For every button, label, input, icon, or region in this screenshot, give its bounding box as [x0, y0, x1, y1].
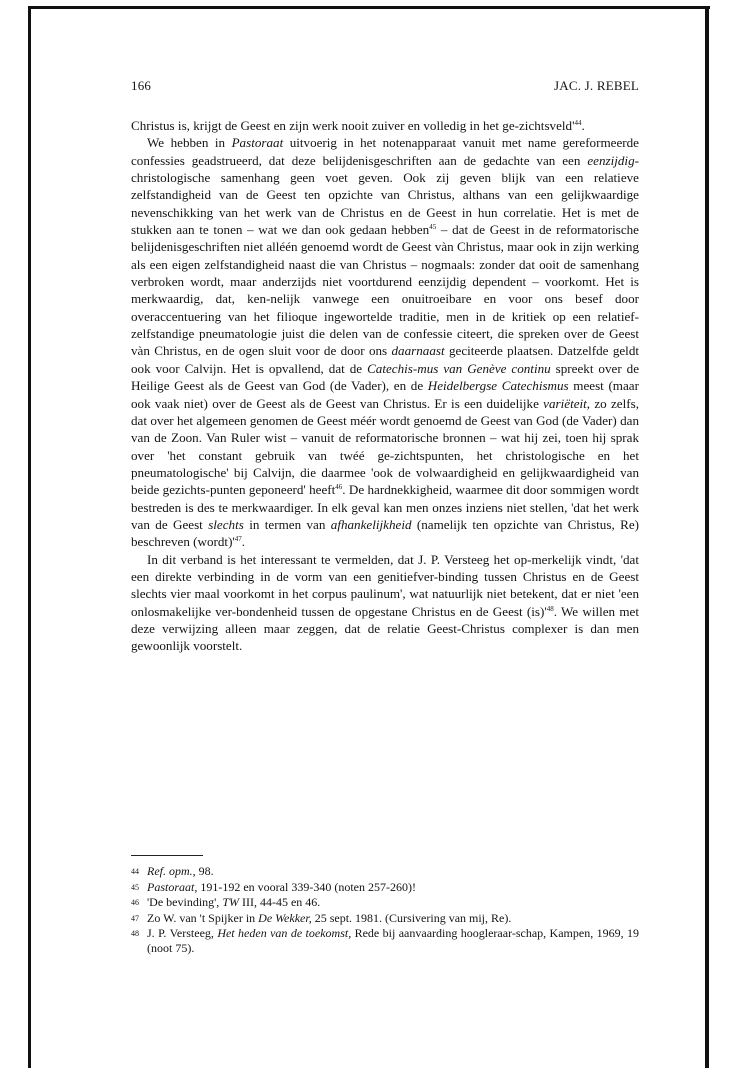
- scan-border-left: [28, 6, 31, 1068]
- page-number: 166: [131, 78, 152, 93]
- footnotes: [131, 864, 639, 956]
- footnote-text: [147, 864, 639, 880]
- italic-text: slechts: [208, 516, 244, 532]
- body-text: [131, 117, 639, 655]
- italic-text: Catechis-mus van Genève continu: [367, 360, 551, 376]
- italic-text: TW: [222, 895, 239, 910]
- footnote: [131, 926, 639, 955]
- text-run: -christologische samenhang geen voet geven. Ook zij geven blijk van een relatieve zelfstandigheid van de Geest ten opzichte van Christus, althans van een gelijkwaardige nevenschikking van het werk van de Christus en de Geest in hun correlatie. Het is met de stukken aan te tonen – wat we dan ook gedaan hebben: [131, 152, 639, 238]
- footnote-number: 45: [131, 882, 139, 892]
- text-run: .: [241, 534, 246, 550]
- footnote-text: [147, 895, 639, 911]
- italic-text: daarnaast: [391, 343, 445, 359]
- text-run: – dat de Geest in de reformatorische belijdenisgeschriften niet alléén genoemd wordt de Geest vàn Christus, maar ook in zijn werking als een eigen zelfstandigheid naast die van Christus – nogmaals: zonder dat ooit de samenhang verbroken wordt, maar anderzijds niet voortdurend eenzijdig dependent – voorkomt. Het is merkwaardig, dat, ken-nelijk vanwege een onuitroeibare en voor ons besef door overaccentuering van het filioque ingewortelde traditie, men in de kritiek op een relatief-zelfstandige pneumatologie juist die delen van de confessie citeert, die spreken over de Geest vàn Christus, en de ogen sluit voor de door ons: [131, 222, 639, 359]
- text-run: Christus is, krijgt de Geest en zijn werk nooit zuiver en volledig in het ge-zichtsveld': [131, 118, 575, 133]
- italic-text: afhankelijkheid: [330, 516, 412, 532]
- footnote-number: 46: [131, 898, 139, 908]
- paragraph: [131, 134, 639, 550]
- footnote-rule: [131, 855, 203, 856]
- text-run: J. P. Versteeg,: [147, 926, 218, 941]
- italic-text: Pastoraat: [231, 135, 284, 151]
- italic-text: eenzijdig: [587, 152, 635, 168]
- text-run: Rede bij aanvaarding hoogleraar-schap, Kampen, 1969, 19 (noot 75).: [147, 926, 639, 955]
- footnote-text: [147, 911, 639, 927]
- running-head: JAC. J. REBEL: [554, 78, 639, 93]
- paragraph: [131, 117, 639, 134]
- italic-text: Ref. opm.: [147, 864, 193, 878]
- text-run: spreekt over de Heilige Geest als de Geest van God (de Vader), en de: [131, 360, 640, 394]
- text-run: In dit verband is het interessant te vermelden, dat J. P. Versteeg het op-merkelijk vindt, 'dat een direkte verbinding in de vorm van een genitiefver-binding tussen Christus en de Geest slechts vier maal voorkomt in het corpus paulinum', wat natuurlijk niet betekent, dat er niet 'een onlosmakelijke ver-bondenheid tussen de opgestane Christus en de Geest (is)': [131, 551, 639, 619]
- footnote: [131, 911, 639, 927]
- text-run: 191-192 en vooral 339-340 (noten 257-260)!: [197, 879, 416, 894]
- footnote: [131, 864, 639, 880]
- text-run: uitvoerig in het notenapparaat vanuit met name gereformeerde confessies geadstrueerd, dat deze belijdenisgeschriften aan de gedachte van een: [131, 135, 639, 168]
- footnote-number: 47: [131, 913, 139, 923]
- italic-text: Heidelbergse Catechismus: [427, 378, 569, 394]
- text-run: . We willen met deze verwijzing alleen maar zeggen, dat de relatie Geest-Christus complexer is dan men gewoonlijk voorstelt.: [131, 603, 639, 654]
- text-run: meest (maar ook vaak niet) over de Geest als de Geest van Christus. Er is een duidelijke: [131, 378, 639, 411]
- text-run: in termen van: [243, 516, 331, 532]
- text-run: We hebben in: [147, 135, 232, 151]
- text-run: 'De bevinding',: [147, 895, 223, 910]
- text-run: geciteerde plaatsen. Datzelfde geldt ook voor Calvijn. Het is opvallend, dat de: [131, 343, 640, 376]
- text-run: 25 sept. 1981. (Cursivering van mij, Re).: [311, 910, 512, 925]
- footnote: [131, 895, 639, 911]
- text-run: Zo W. van 't Spijker in: [147, 910, 259, 925]
- paragraph: [131, 551, 639, 655]
- footnote-ref: 48: [546, 604, 554, 613]
- footnote-text: [147, 926, 639, 955]
- footnote-ref: 44: [574, 119, 582, 127]
- footnote-ref: 45: [429, 223, 437, 232]
- scan-border-top: [28, 6, 710, 9]
- text-run: . De hardnekkigheid, waarmee dit door sommigen wordt bestreden is des te merkwaardiger. In elk geval kan men onzes inziens niet stellen, 'dat het werk van de Geest: [131, 482, 639, 532]
- footnote-text: [147, 880, 639, 896]
- text-run: .: [581, 118, 585, 133]
- text-run: zo zelfs, dat over het algemeen genomen de Geest méér wordt genoemd de Geest van God (de Vader) dan van de Zoon. Van Ruler wist – vanuit de reformatorische bronnen – wat hij zei, toen hij sprak over 'het constant gebruik van twéé ge-zichtspunten, het christologische en het pneumatologische' bij Calvijn, die daarmee 'ook de volwaardigheid en gelijkwaardigheid van beide gezichts-punten geponeerd' heeft: [131, 395, 639, 498]
- text-run: III, 44-45 en 46.: [238, 895, 321, 910]
- footnote-ref: 47: [234, 535, 242, 544]
- page-header: [131, 78, 639, 94]
- footnote-number: 48: [131, 929, 139, 939]
- footnote-number: 44: [131, 867, 139, 876]
- footnote-ref: 46: [335, 483, 343, 492]
- italic-text: Het heden van de toekomst,: [217, 926, 352, 941]
- scan-border-right: [705, 6, 709, 1068]
- italic-text: Pastoraat,: [147, 879, 198, 894]
- text-run: , 98.: [192, 864, 214, 878]
- text-run: (namelijk ten opzichte van Christus, Re) beschreven (wordt)': [131, 516, 639, 550]
- italic-text: variëteit,: [543, 395, 591, 411]
- footnote: [131, 880, 639, 896]
- italic-text: De Wekker,: [258, 910, 312, 925]
